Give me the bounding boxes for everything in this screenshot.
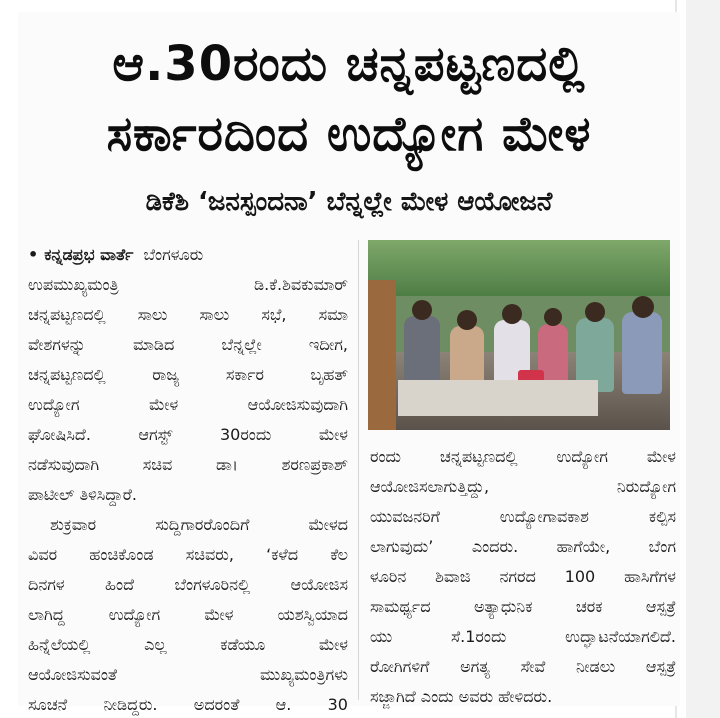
right-text-line: ರಂದು ಚನ್ನಪಟ್ಟಣದಲ್ಲಿ ಉದ್ಯೋಗ ಮೇಳ [370,447,676,466]
left-text-line: ಶುಕ್ರವಾರ ಸುದ್ದಿಗಾರರೊಂದಿಗೆ ಮೇಳದ [50,515,348,534]
right-text-line: ಯು ಸೆ.1ರಂದು ಉದ್ಘಾಟನೆಯಾಗಲಿದೆ. [370,627,676,646]
right-text-line: ಲಾಗುವುದು’ ಎಂದರು. ಹಾಗೆಯೇ, ಬೆಂಗ [370,537,676,556]
photo-person-head [412,300,432,320]
photo-person-head [632,296,654,318]
left-text-line: ಲಾಗಿದ್ದ ಉದ್ಯೋಗ ಮೇಳ ಯಶಸ್ವಿಯಾದ [28,605,348,624]
right-text-line: ಆಯೋಜಿಸಲಾಗುತ್ತಿದ್ದು, ನಿರುದ್ಯೋಗ [370,477,676,496]
left-text-line: ಆಯೋಜಿಸುವಂತೆ ಮುಖ್ಯಮಂತ್ರಿಗಳು [28,665,348,684]
dateline-place: ಬೆಂಗಳೂರು [143,245,204,264]
headline-line-1: ಆ.30ರಂದು ಚನ್ನಪಟ್ಟಣದಲ್ಲಿ [112,36,586,92]
left-text-line: ಪಾಟೀಲ್ ತಿಳಿಸಿದ್ದಾರೆ. [28,485,137,504]
left-text-line: ನಡೆಸುವುದಾಗಿ ಸಚಿವ ಡಾ। ಶರಣಪ್ರಕಾಶ್ [28,455,348,474]
left-text-line: ಹಿನ್ನೆಲೆಯಲ್ಲಿ ಎಲ್ಲ ಕಡೆಯೂ ಮೇಳ [28,635,348,654]
bullet-icon: • [28,245,39,264]
right-text-line: ಸಾಮರ್ಥ್ಯದ ಅತ್ಯಾಧುನಿಕ ಚರಕ ಆಸ್ಪತ್ರೆ [370,597,676,616]
photo-pillar [368,280,396,430]
right-text-line: ಯುವಜನರಿಗೆ ಉದ್ಯೋಗಾವಕಾಶ ಕಲ್ಪಿಸ [370,507,676,526]
right-text-line: ರೋಗಿಗಳಿಗೆ ಅಗತ್ಯ ಸೇವೆ ನೀಡಲು ಆಸ್ಪತ್ರೆ [370,657,676,676]
subheadline: ಡಿಕೆಶಿ ‘ಜನಸ್ಪಂದನಾ’ ಬೆನ್ನಲ್ಲೇ ಮೇಳ ಆಯೋಜನೆ [145,187,553,217]
left-text-line: ವೇಶಗಳನ್ನು ಮಾಡಿದ ಬೆನ್ನಲ್ಲೇ ಇದೀಗ, [28,335,348,354]
right-text-line: ಸಜ್ಜಾಗಿದೆ ಎಂದು ಅವರು ಹೇಳಿದರು. [370,687,553,706]
left-text-line: ಚನ್ನಪಟ್ಟಣದಲ್ಲಿ ರಾಜ್ಯ ಸರ್ಕಾರ ಬೃಹತ್ [28,365,348,384]
right-text-line: ಳೂರಿನ ಶಿವಾಜಿ ನಗರದ 100 ಹಾಸಿಗೆಗಳ [370,567,676,586]
dateline [28,240,348,270]
headline-line-2: ಸರ್ಕಾರದಿಂದ ಉದ್ಯೋಗ ಮೇಳ [106,106,592,162]
left-text-line: ವಿವರ ಹಂಚಿಕೊಂಡ ಸಚಿವರು, ‘ಕಳೆದ ಕೆಲ [28,545,348,564]
news-clipping [18,12,680,714]
left-column [28,240,348,718]
photo-person [404,316,440,386]
left-text-line: ಘೋಷಿಸಿದೆ. ಆಗಸ್ಟ್ 30ರಂದು ಮೇಳ [28,425,348,444]
left-text-line: ಚನ್ನಪಟ್ಟಣದಲ್ಲಿ ಸಾಲು ಸಾಲು ಸಭೆ, ಸಮಾ [28,305,348,324]
page-edge [686,0,720,718]
photo-person-head [585,302,605,322]
news-photo [368,240,670,430]
photo-background-trees [368,240,670,296]
left-text-line: ದಿನಗಳ ಹಿಂದೆ ಬೆಂಗಳೂರಿನಲ್ಲಿ ಆಯೋಜಿಸ [28,575,348,594]
photo-person [622,312,662,394]
photo-person-head [502,304,522,324]
photo-person-head [544,308,562,326]
agency-name: ಕನ್ನಡಪ್ರಭ ವಾರ್ತೆ [44,245,134,264]
column-divider [358,240,359,700]
left-text-line: ಉದ್ಯೋಗ ಮೇಳ ಆಯೋಜಿಸುವುದಾಗಿ [28,395,348,414]
photo-registration-table [398,380,598,416]
photo-person-head [457,310,477,330]
right-column [370,442,676,712]
left-text-line: ಸೂಚನೆ ನೀಡಿದ್ದರು. ಅದರಂತೆ ಆ. 30 [28,695,348,714]
left-text-line: ಉಪಮುಖ್ಯಮಂತ್ರಿ ಡಿ.ಕೆ.ಶಿವಕುಮಾರ್ [28,275,348,294]
